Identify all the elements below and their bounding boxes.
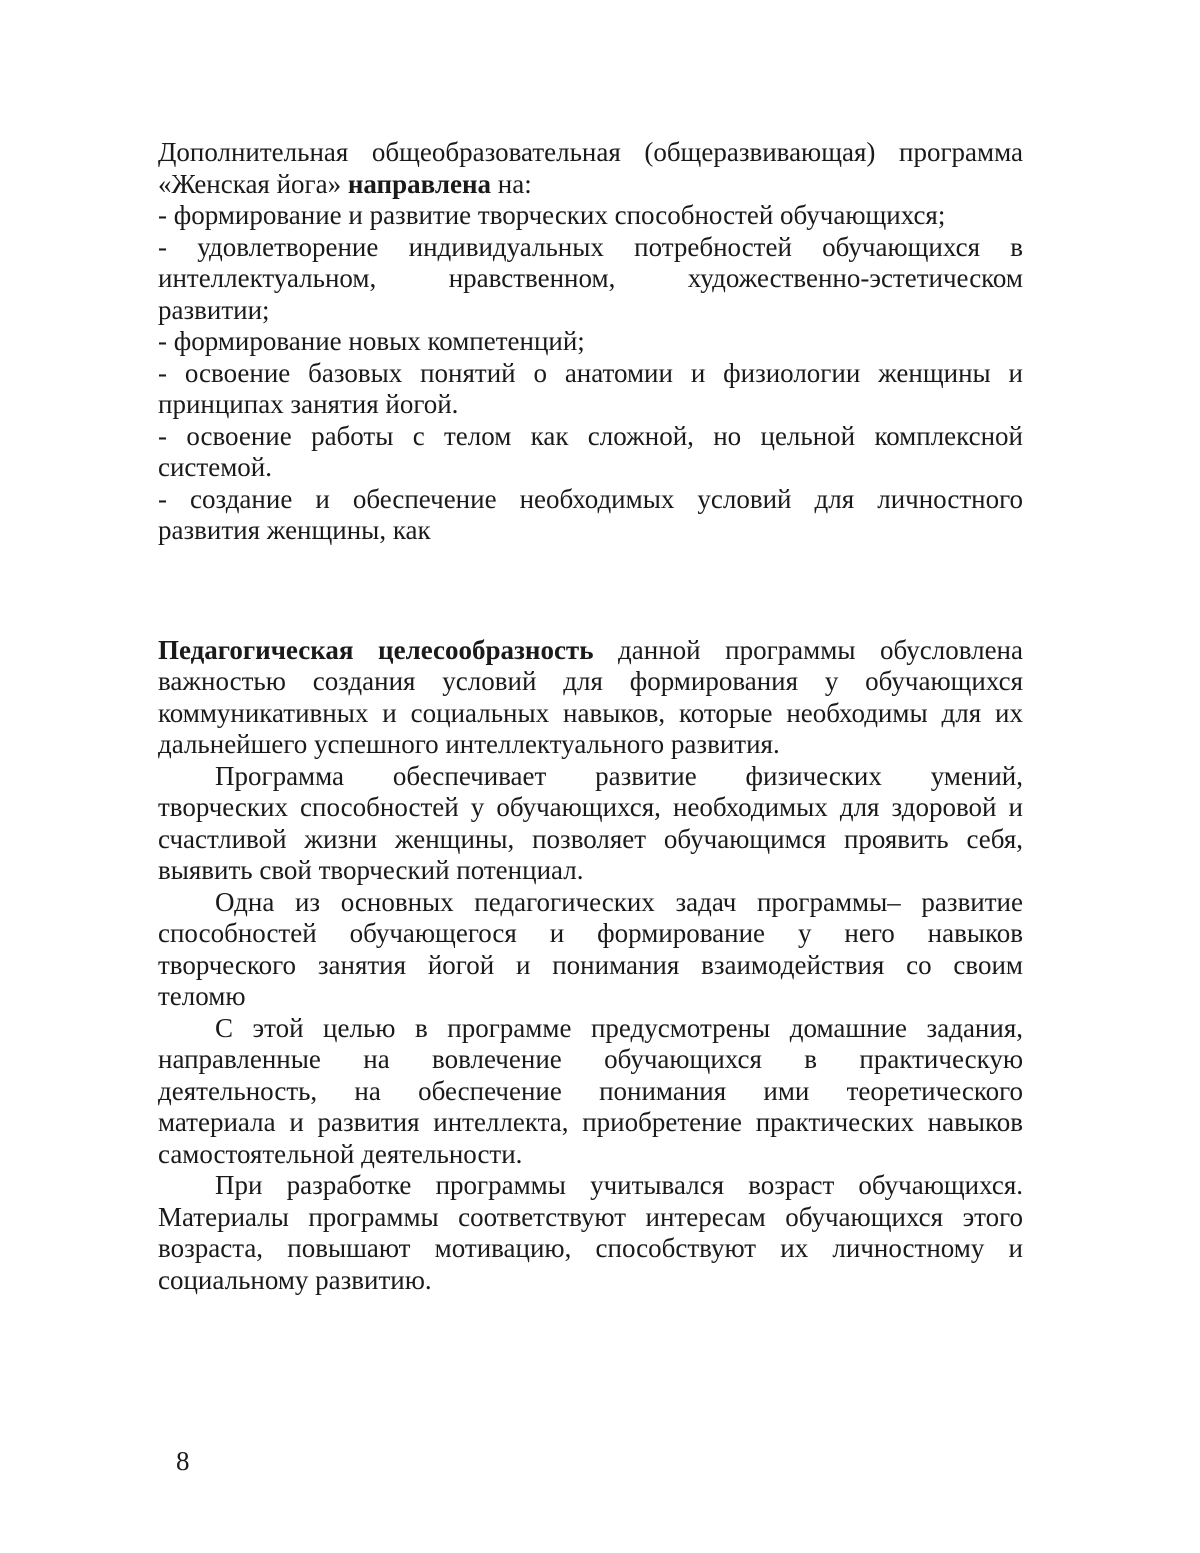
section-pedagogical-rationale — [158, 635, 1023, 1297]
text-run: При разработке программы учитывался возраст обучающихся. — [215, 1170, 1023, 1200]
text-run: - формирование новых компетенций; — [158, 326, 585, 356]
text-run: на: — [491, 168, 532, 199]
text-line — [158, 169, 1023, 201]
text-line — [158, 950, 1023, 982]
text-run: развития женщины, как — [158, 515, 431, 545]
text-line — [158, 1013, 1023, 1045]
text-line — [158, 515, 1023, 547]
text-line — [158, 698, 1023, 730]
text-line — [158, 1202, 1023, 1234]
bold-text-run: направлена — [347, 168, 492, 199]
paragraph — [158, 1170, 1023, 1296]
text-run: дальнейшего успешного интеллектуального развития. — [158, 729, 780, 759]
text-run: Программа обеспечивает развитие физических умений, — [215, 760, 1023, 791]
text-line — [158, 358, 1023, 390]
text-line — [158, 200, 1023, 232]
text-line — [158, 1170, 1023, 1202]
text-run: способностей обучающегося и формирование у него навыков — [158, 918, 1023, 948]
text-run: - создание и обеспечение необходимых условий для личностного — [158, 483, 1023, 514]
text-run: деятельность, на обеспечение понимания ими теоретического — [158, 1075, 1023, 1106]
document-body — [158, 137, 1023, 1296]
paragraph — [158, 887, 1023, 1013]
text-line — [158, 666, 1023, 698]
text-run: - освоение работы с телом как сложной, но цельной комплексной — [158, 420, 1023, 451]
paragraph — [158, 358, 1023, 421]
bold-text-run: Педагогическая целесообразность — [158, 634, 594, 665]
paragraph — [158, 484, 1023, 547]
text-line — [158, 1076, 1023, 1108]
paragraph — [158, 326, 1023, 358]
paragraph — [158, 1013, 1023, 1171]
paragraph — [158, 761, 1023, 887]
text-run: выявить свой творческий потенциал. — [158, 855, 584, 885]
text-run: интеллектуальном, нравственном, художественно-эстетическом — [158, 263, 1023, 293]
paragraph — [158, 200, 1023, 232]
text-run: - удовлетворение индивидуальных потребностей обучающихся в — [158, 231, 1023, 262]
paragraph — [158, 635, 1023, 761]
text-run: - освоение базовых понятий о анатомии и физиологии женщины и — [158, 357, 1023, 388]
text-line — [158, 295, 1023, 327]
text-line — [158, 1233, 1023, 1265]
text-line — [158, 452, 1023, 484]
paragraph — [158, 421, 1023, 484]
text-run: «Женская йога» — [158, 168, 348, 199]
page-number: 8 — [176, 1446, 190, 1476]
text-line — [158, 729, 1023, 761]
text-run: направленные на вовлечение обучающихся в практическую — [158, 1044, 1023, 1074]
text-run: Материалы программы соответствуют интересам обучающихся этого — [158, 1201, 1023, 1232]
text-run: возраста, повышают мотивацию, способствуют их личностному и — [158, 1233, 1023, 1263]
text-line — [158, 232, 1023, 264]
text-run: принципах занятия йогой. — [158, 389, 459, 419]
text-line — [158, 792, 1023, 824]
section-program-direction — [158, 137, 1023, 547]
text-line — [158, 484, 1023, 516]
text-run: Одна из основных педагогических задач программы– развитие — [215, 886, 1023, 917]
page-footer — [176, 1446, 190, 1478]
text-line — [158, 824, 1023, 856]
text-run: развитии; — [158, 294, 270, 325]
text-run: важностью создания условий для формирования у обучающихся — [158, 666, 1023, 696]
text-line — [158, 1044, 1023, 1076]
text-line — [158, 1139, 1023, 1171]
paragraph — [158, 137, 1023, 200]
text-line — [158, 421, 1023, 453]
text-line — [158, 761, 1023, 793]
text-line — [158, 981, 1023, 1013]
text-run: теломю — [158, 981, 246, 1011]
paragraph — [158, 232, 1023, 327]
text-line — [158, 263, 1023, 295]
text-run: самостоятельной деятельности. — [158, 1138, 523, 1169]
text-run: творческих способностей у обучающихся, необходимых для здоровой и — [158, 792, 1023, 822]
text-run: данной программы обусловлена — [593, 634, 1023, 665]
text-run: С этой целью в программе предусмотрены домашние задания, — [215, 1012, 1023, 1043]
text-line — [158, 1265, 1023, 1297]
text-run: материала и развития интеллекта, приобретение практических навыков — [158, 1107, 1023, 1137]
text-line — [158, 389, 1023, 421]
text-run: социальному развитию. — [158, 1264, 432, 1295]
text-run: системой. — [158, 452, 272, 482]
text-line — [158, 137, 1023, 169]
text-line — [158, 326, 1023, 358]
text-line — [158, 918, 1023, 950]
text-line — [158, 855, 1023, 887]
text-line — [158, 1107, 1023, 1139]
text-line — [158, 887, 1023, 919]
text-run: коммуникативных и социальных навыков, которые необходимы для их — [158, 697, 1023, 728]
text-run: - формирование и развитие творческих способностей обучающихся; — [158, 200, 946, 230]
text-run: Дополнительная общеобразовательная (общеразвивающая) программа — [158, 137, 1023, 167]
text-line — [158, 635, 1023, 667]
text-run: творческого занятия йогой и понимания взаимодействия со своим — [158, 949, 1023, 980]
text-run: счастливой жизни женщины, позволяет обучающимся проявить себя, — [158, 823, 1023, 854]
